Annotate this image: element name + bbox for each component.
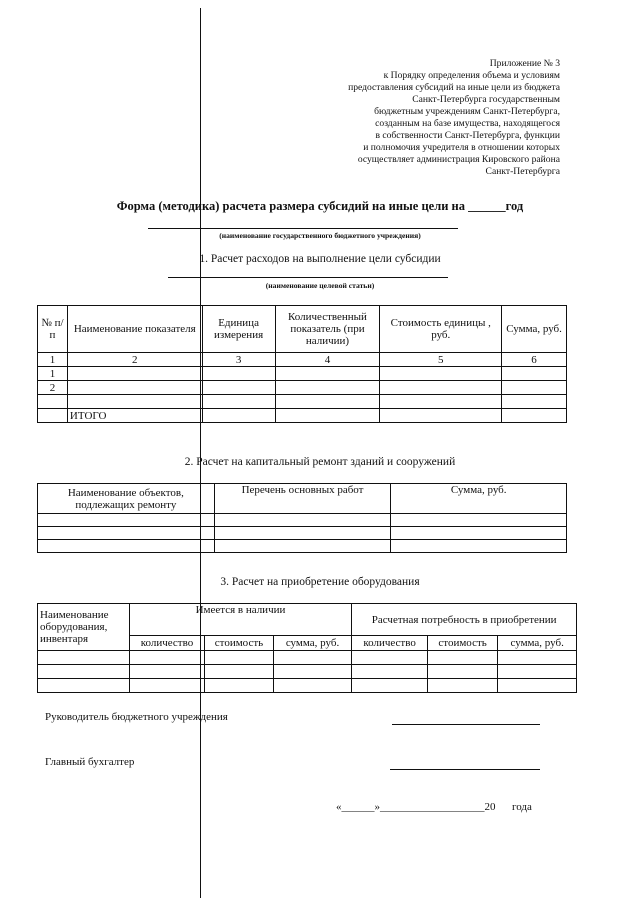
appendix-line: осуществляет администрация Кировского района bbox=[357, 154, 560, 165]
column-number: 2 bbox=[67, 353, 202, 367]
appendix-block bbox=[240, 58, 560, 178]
table-cell[interactable] bbox=[275, 381, 380, 395]
table-cell[interactable] bbox=[205, 665, 274, 679]
table-cell[interactable] bbox=[67, 381, 202, 395]
table-cell[interactable] bbox=[275, 367, 380, 381]
institution-hint: (наименование государственного бюджетного учреждения) bbox=[219, 231, 421, 240]
table-cell[interactable] bbox=[498, 665, 577, 679]
header-cell: Наименование оборудования, инвентаря bbox=[38, 604, 130, 651]
table-row bbox=[38, 665, 577, 679]
appendix-line: в собственности Санкт-Петербурга, функции bbox=[375, 130, 560, 141]
appendix-line: бюджетным учреждениям Санкт-Петербурга, bbox=[374, 106, 560, 117]
appendix-line: и полномочия учредителя в отношении которых bbox=[363, 142, 560, 153]
table-cell[interactable] bbox=[129, 651, 205, 665]
table-cell[interactable] bbox=[502, 381, 567, 395]
institution-line[interactable] bbox=[148, 228, 458, 229]
appendix-line: к Порядку определения объема и условиям bbox=[383, 70, 560, 81]
header-cell: Сумма, руб. bbox=[502, 306, 567, 353]
table-cell[interactable] bbox=[352, 651, 428, 665]
subheader-cell: стоимость bbox=[205, 636, 274, 651]
header-cell: Расчетная потребность в приобретении bbox=[352, 604, 577, 636]
subheader-cell: количество bbox=[129, 636, 205, 651]
subheader-cell: количество bbox=[352, 636, 428, 651]
target-article-line[interactable] bbox=[168, 277, 448, 278]
appendix-line: предоставления субсидий на иные цели из бюджета bbox=[348, 82, 560, 93]
table-row bbox=[38, 540, 567, 553]
table-cell[interactable] bbox=[38, 679, 130, 693]
header-cell: Стоимость единицы , руб. bbox=[380, 306, 502, 353]
table-cell[interactable] bbox=[352, 679, 428, 693]
table-header-row bbox=[38, 484, 567, 514]
table-cell[interactable] bbox=[38, 514, 215, 527]
table-cell[interactable] bbox=[380, 409, 502, 423]
column-number: 6 bbox=[502, 353, 567, 367]
table-cell[interactable] bbox=[214, 527, 391, 540]
accountant-signature-line[interactable] bbox=[390, 769, 540, 770]
section1-table bbox=[37, 305, 567, 423]
table-cell[interactable] bbox=[273, 665, 352, 679]
table-cell[interactable] bbox=[380, 381, 502, 395]
section2-table bbox=[37, 483, 567, 553]
table-cell[interactable] bbox=[38, 665, 130, 679]
table-cell[interactable] bbox=[38, 527, 215, 540]
table-cell[interactable] bbox=[67, 367, 202, 381]
table-cell[interactable] bbox=[380, 367, 502, 381]
column-number: 5 bbox=[380, 353, 502, 367]
header-cell: Единица измерения bbox=[202, 306, 275, 353]
table-cell[interactable] bbox=[391, 527, 567, 540]
header-cell: Количественный показатель (при наличии) bbox=[275, 306, 380, 353]
header-cell: № п/п bbox=[38, 306, 68, 353]
table-cell[interactable] bbox=[214, 540, 391, 553]
appendix-line: Санкт-Петербурга bbox=[485, 166, 560, 177]
header-cell: Сумма, руб. bbox=[391, 484, 567, 514]
table-cell bbox=[38, 409, 68, 423]
table-row bbox=[38, 527, 567, 540]
subheader-cell: сумма, руб. bbox=[498, 636, 577, 651]
head-signature-label: Руководитель бюджетного учреждения bbox=[45, 711, 228, 723]
table-cell[interactable] bbox=[391, 514, 567, 527]
table-cell[interactable] bbox=[427, 665, 498, 679]
table-cell[interactable] bbox=[502, 395, 567, 409]
table-cell[interactable] bbox=[38, 651, 130, 665]
table-cell[interactable] bbox=[391, 540, 567, 553]
table-row bbox=[38, 367, 567, 381]
date-line[interactable]: «______»___________________20 года bbox=[336, 801, 532, 813]
section1-hint: (наименование целевой статьи) bbox=[265, 281, 375, 290]
head-signature-line[interactable] bbox=[392, 724, 540, 725]
table-cell[interactable] bbox=[67, 395, 202, 409]
header-cell: Наименование объектов, подлежащих ремонту bbox=[38, 484, 215, 514]
table-cell[interactable] bbox=[129, 665, 205, 679]
table-row bbox=[38, 679, 577, 693]
table-cell[interactable] bbox=[427, 651, 498, 665]
table-cell[interactable] bbox=[205, 679, 274, 693]
table-cell[interactable] bbox=[205, 651, 274, 665]
scan-vertical-line bbox=[200, 8, 201, 898]
table-cell[interactable] bbox=[498, 651, 577, 665]
table-cell[interactable] bbox=[273, 651, 352, 665]
table-cell[interactable] bbox=[427, 679, 498, 693]
form-title-prefix: Форма (методика) расчета размера субсидий на иные цели на bbox=[116, 199, 465, 213]
table-header-row bbox=[38, 604, 577, 636]
table-row bbox=[38, 514, 567, 527]
table-cell[interactable] bbox=[502, 409, 567, 423]
table-cell[interactable] bbox=[352, 665, 428, 679]
row-number: 2 bbox=[38, 381, 68, 395]
table-row bbox=[38, 651, 577, 665]
table-cell[interactable] bbox=[273, 679, 352, 693]
table-cell[interactable] bbox=[202, 367, 275, 381]
column-number: 4 bbox=[275, 353, 380, 367]
column-number: 1 bbox=[38, 353, 68, 367]
form-title-suffix: год bbox=[505, 199, 524, 213]
table-row bbox=[38, 395, 567, 409]
table-cell[interactable] bbox=[202, 395, 275, 409]
appendix-line: Санкт-Петербурга государственным bbox=[412, 94, 560, 105]
subheader-cell: сумма, руб. bbox=[273, 636, 352, 651]
table-cell[interactable] bbox=[202, 409, 275, 423]
section3-heading: 3. Расчет на приобретение оборудования bbox=[220, 576, 420, 588]
header-cell: Наименование показателя bbox=[67, 306, 202, 353]
section1-heading: 1. Расчет расходов на выполнение цели субсидии bbox=[199, 253, 441, 265]
appendix-line: созданным на базе имущества, находящегося bbox=[375, 118, 560, 129]
table-cell[interactable] bbox=[380, 395, 502, 409]
subheader-cell: стоимость bbox=[427, 636, 498, 651]
table-cell[interactable] bbox=[502, 367, 567, 381]
total-label: ИТОГО bbox=[67, 409, 202, 423]
table-row bbox=[38, 381, 567, 395]
accountant-signature-label: Главный бухгалтер bbox=[45, 756, 135, 768]
table-cell[interactable] bbox=[275, 395, 380, 409]
table-cell[interactable] bbox=[129, 679, 205, 693]
section2-heading: 2. Расчет на капитальный ремонт зданий и сооружений bbox=[184, 456, 456, 468]
header-cell: Имеется в наличии bbox=[129, 604, 352, 636]
table-header-row bbox=[38, 306, 567, 353]
row-number: 1 bbox=[38, 367, 68, 381]
table-cell[interactable] bbox=[214, 514, 391, 527]
section3-table bbox=[37, 603, 577, 693]
row-number bbox=[38, 395, 68, 409]
table-cell[interactable] bbox=[38, 540, 215, 553]
form-title bbox=[0, 199, 640, 214]
year-blank[interactable]: ______ bbox=[468, 199, 506, 213]
total-row bbox=[38, 409, 567, 423]
table-cell[interactable] bbox=[202, 381, 275, 395]
header-cell: Перечень основных работ bbox=[214, 484, 391, 514]
table-cell[interactable] bbox=[498, 679, 577, 693]
column-number: 3 bbox=[202, 353, 275, 367]
appendix-line: Приложение № 3 bbox=[489, 58, 560, 69]
table-cell[interactable] bbox=[275, 409, 380, 423]
column-number-row bbox=[38, 353, 567, 367]
